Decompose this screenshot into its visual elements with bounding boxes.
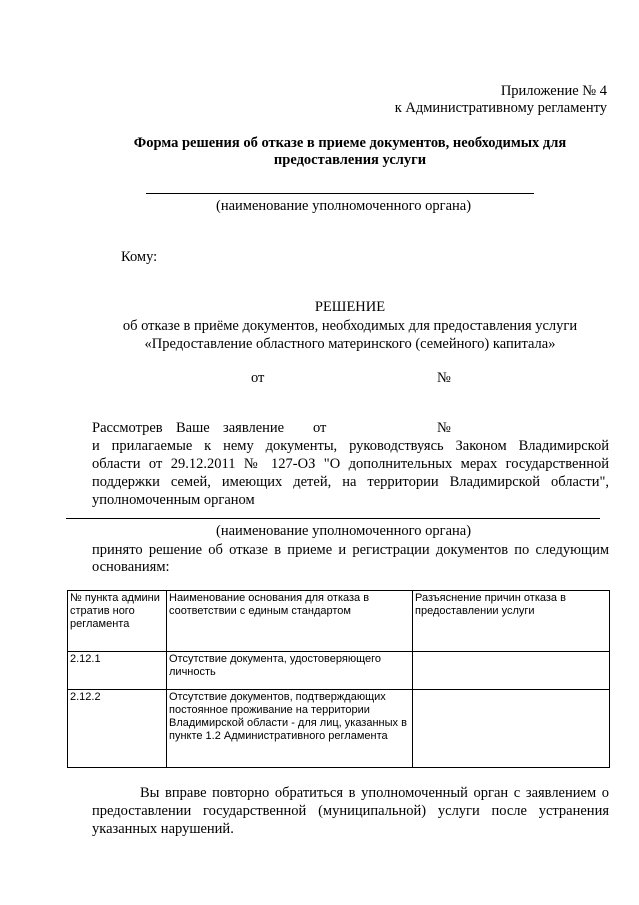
form-title: Форма решения об отказе в приеме документов, необходимых для предоставления услуги — [133, 135, 567, 168]
table-cell-explanation — [413, 690, 610, 768]
grounds-table — [67, 590, 610, 768]
table-row — [68, 690, 610, 768]
table-cell-explanation — [413, 652, 610, 690]
table-row — [68, 652, 610, 690]
decision-heading: РЕШЕНИЕ — [314, 299, 386, 315]
to-label: Кому: — [121, 249, 158, 265]
closing-line-1: Вы вправе повторно обратиться в уполномоченный орган с заявлением о — [140, 785, 609, 801]
appendix-line-2: к Административному регламенту — [394, 100, 607, 116]
decision-text-1: принято решение об отказе в приеме и регистрации документов по следующим — [92, 542, 609, 558]
decision-text-2: основаниям: — [92, 559, 170, 575]
authority-caption-2: (наименование уполномоченного органа) — [216, 523, 472, 539]
body-line-1-a: Рассмотрев — [92, 420, 163, 436]
body-line-5: уполномоченным органом — [92, 492, 255, 508]
body-line-1-c: заявление — [223, 420, 285, 436]
appendix-line-1: Приложение № 4 — [500, 83, 607, 99]
table-cell-reason: Отсутствие документов, подтверждающих постоянное проживание на территории Владимирской области - для лиц, указанных в пункте 1.2 Административного регламента — [167, 690, 413, 768]
table-cell-item: 2.12.2 — [68, 690, 167, 768]
body-line-1-number: № — [437, 420, 451, 436]
authority-underline-1 — [146, 193, 534, 194]
decision-subtitle-2: «Предоставление областного материнского (семейного) капитала» — [144, 336, 556, 352]
closing-line-3: указанных нарушений. — [92, 821, 234, 837]
closing-line-2: предоставлении государственной (муниципальной) услуги после устранения — [92, 803, 609, 819]
header-explanation: Разъяснение причин отказа в предоставлении услуги — [413, 591, 610, 652]
body-line-4: поддержки семей, имеющих детей, на территории Владимирской области", — [92, 474, 609, 490]
header-reason: Наименование основания для отказа в соответствии с единым стандартом — [167, 591, 413, 652]
authority-caption-1: (наименование уполномоченного органа) — [216, 198, 472, 214]
table-cell-item: 2.12.1 — [68, 652, 167, 690]
body-line-3: области от 29.12.2011 № 127-ОЗ "О дополнительных мерах государственной — [92, 456, 609, 472]
table-cell-reason: Отсутствие документа, удостоверяющего личность — [167, 652, 413, 690]
header-item-number: № пункта админи стратив ного регламента — [68, 591, 167, 652]
body-line-1-d: от — [313, 420, 327, 436]
body-line-1-b: Ваше — [176, 420, 210, 436]
decision-subtitle-1: об отказе в приёме документов, необходимых для предоставления услуги — [122, 318, 578, 334]
body-line-2: и прилагаемые к нему документы, руководствуясь Законом Владимирской — [92, 438, 609, 454]
decision-date-label: от — [251, 370, 265, 386]
decision-number-label: № — [437, 370, 451, 386]
table-header-row — [68, 591, 610, 652]
authority-underline-2 — [66, 518, 600, 519]
